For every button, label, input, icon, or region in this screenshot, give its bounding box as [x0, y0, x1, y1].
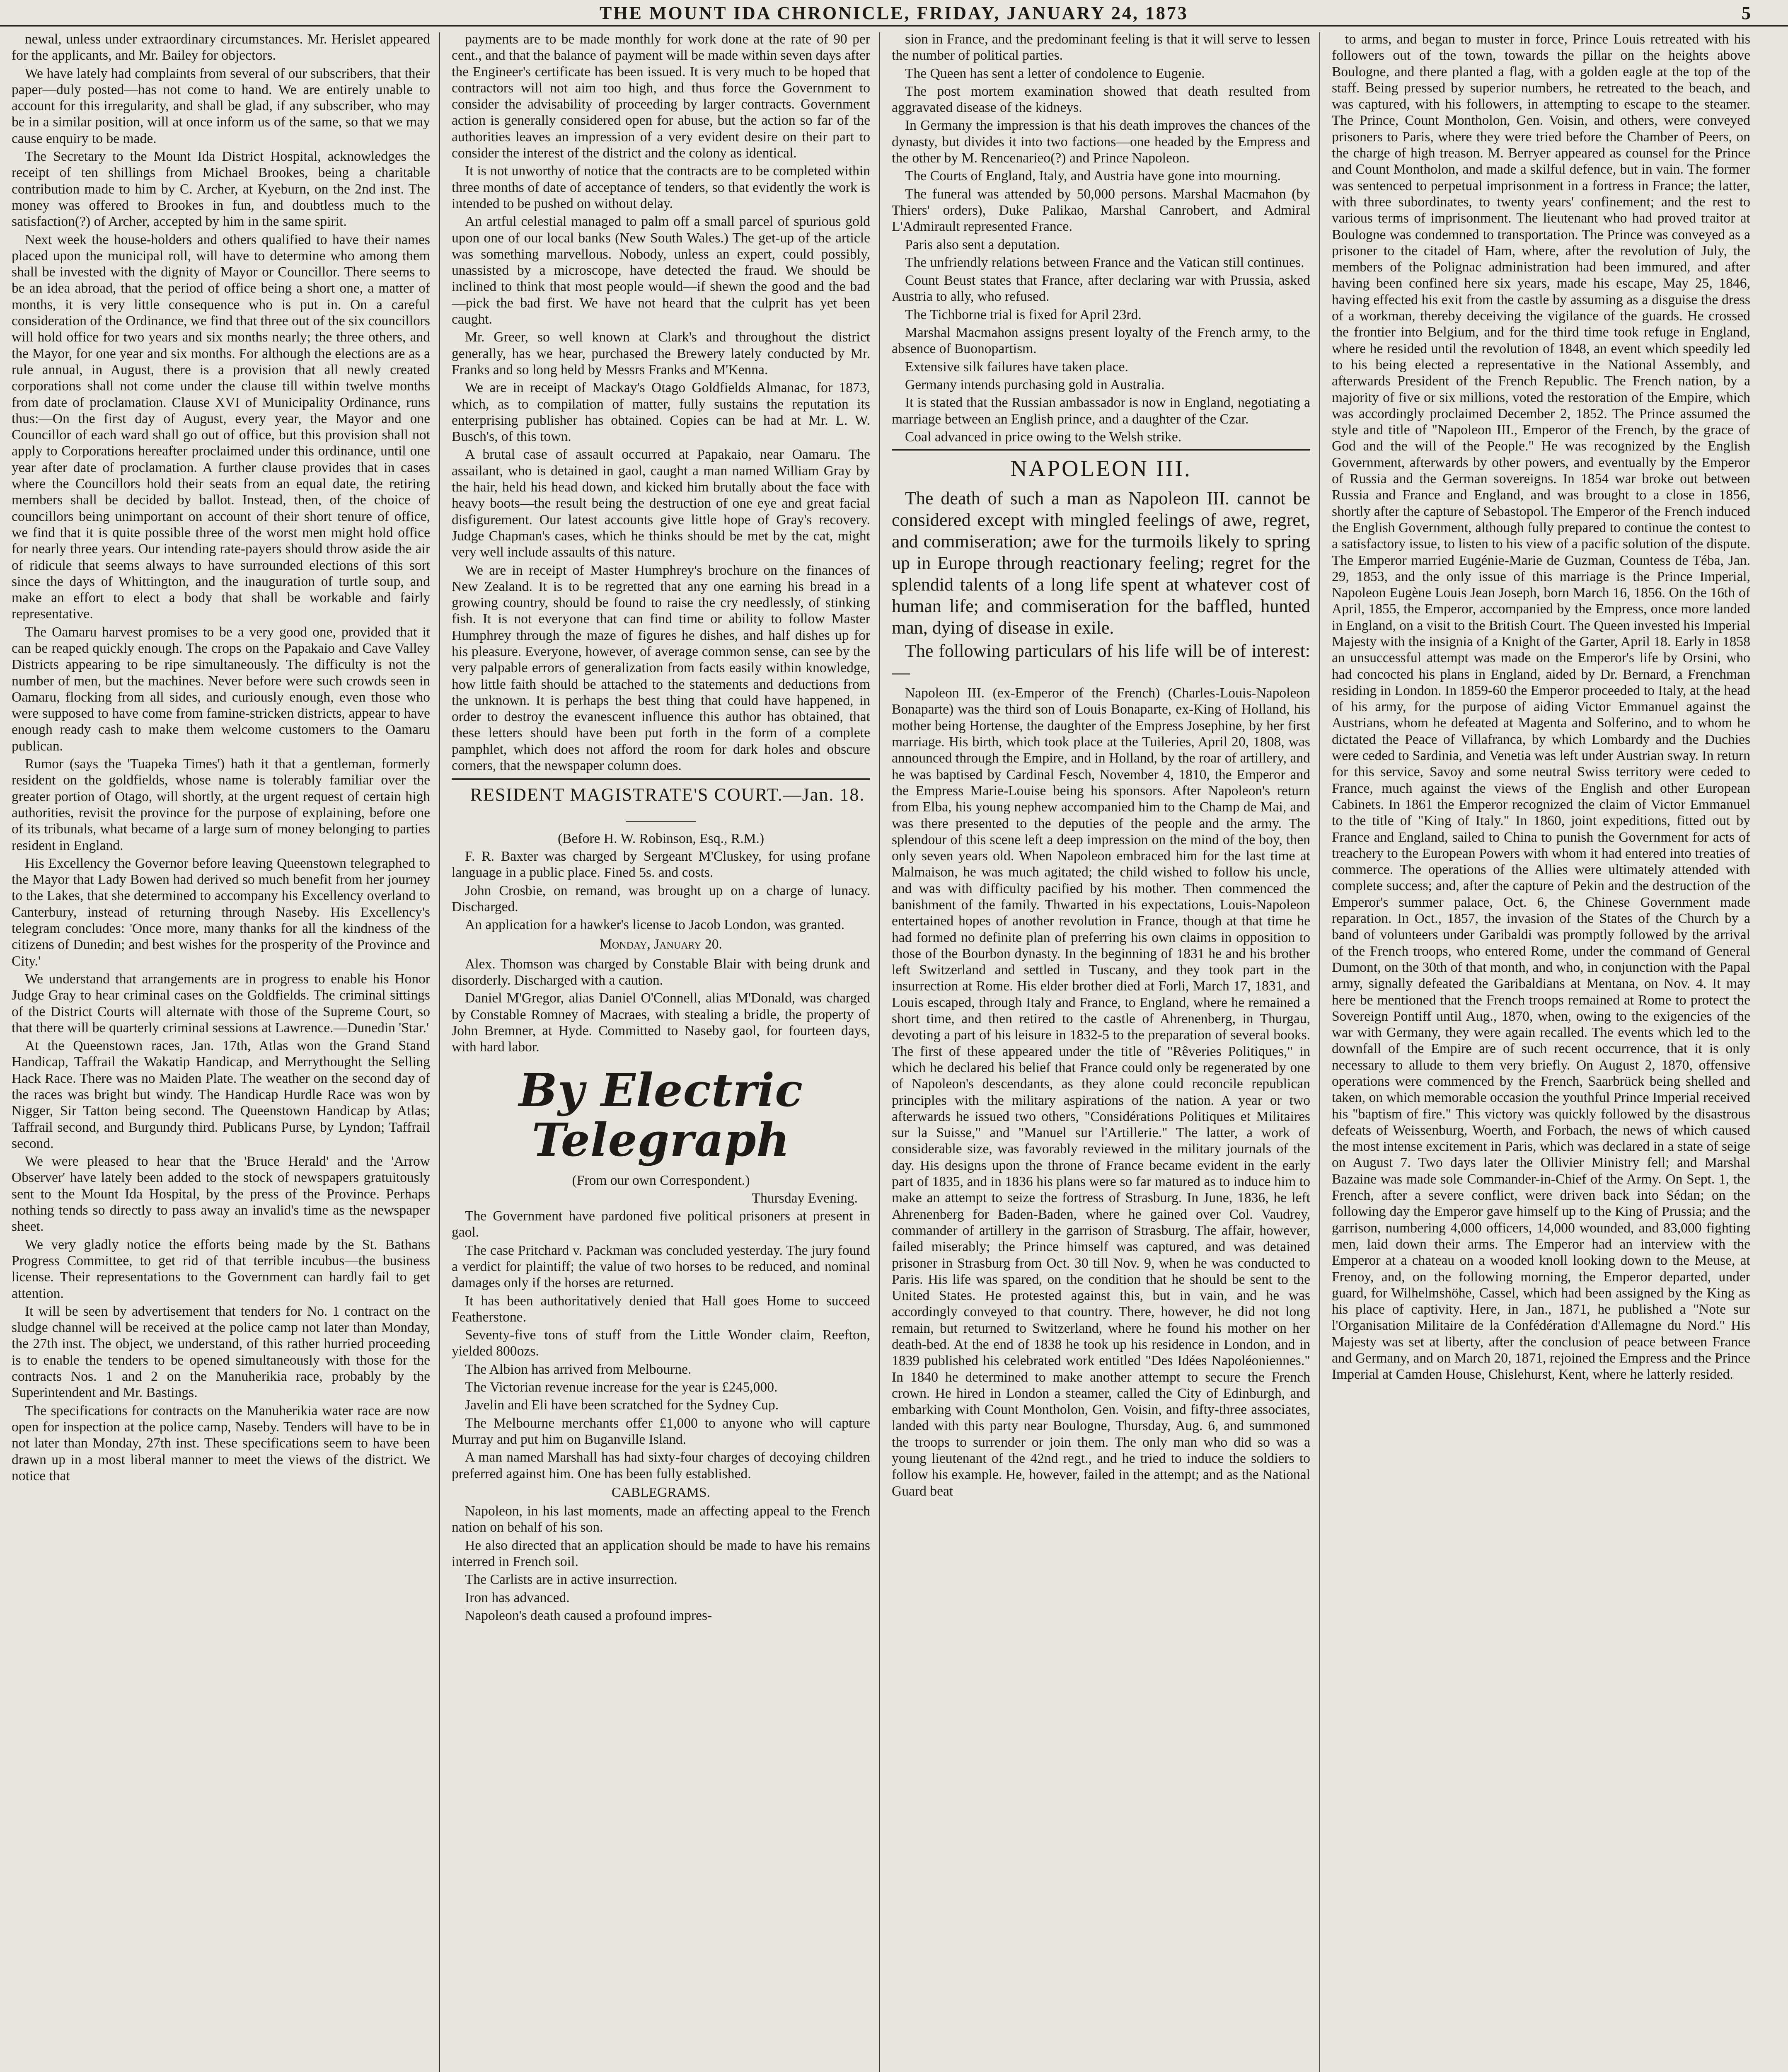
- paragraph: In Germany the impression is that his death improves the chances of the dynasty, but divides it into two factions—one headed by the Empress and the other by M. Rencenarieo(?) and Prince Napoleon.: [892, 118, 1310, 166]
- paragraph: An artful celestial managed to palm off a small parcel of spurious gold upon one of our local banks (New South Wales.) The get-up of the article was something marvellous. Nobody, unless an expert, could possibly, unassisted by a microscope, have detected the fraud. We should be inclined to think that most people would—if shewn the good and the bad—pick the bad first. We have not heard that the culprit has yet been caught.: [452, 214, 870, 327]
- paragraph: We were pleased to hear that the 'Bruce Herald' and the 'Arrow Observer' have lately been added to the stock of newspapers gratuitously sent to the Mount Ida Hospital, by the press of the Province. Perhaps nothing tends so directly to pass away an invalid's time as the newspaper sheet.: [12, 1154, 430, 1234]
- divider: [452, 810, 870, 826]
- paragraph: It will be seen by advertisement that tenders for No. 1 contract on the sludge channel will be received at the police camp not later than Monday, the 27th inst. The object, we understand, of this rather hurried proceeding is to enable the tenders to be opened simultaneously with those for the contracts Nos. 1 and 2 on the Manuherikia race, probably by the Superintendent and Mr. Bastings.: [12, 1303, 430, 1401]
- paragraph: Mr. Greer, so well known at Clark's and throughout the district generally, has we hear, purchased the Brewery lately conducted by Mr. Franks and so long held by Messrs Franks and M'Kenna.: [452, 329, 870, 378]
- paragraph: Seventy-five tons of stuff from the Little Wonder claim, Reefton, yielded 800ozs.: [452, 1327, 870, 1359]
- paragraph: The Oamaru harvest promises to be a very good one, provided that it can be reaped quickly enough. The crops on the Papakaio and Cave Valley Districts appearing to be ripe simultaneously. The difficulty is not the number of men, but the machines. Never before were such crowds seen in Oamaru, flocking from all sides, and curiously enough, even those who were supposed to have come from famine-stricken districts, appear to have enough ready cash to make them welcome customers to the Oamaru publican.: [12, 624, 430, 754]
- paragraph: sion in France, and the predominant feeling is that it will serve to lessen the number of political parties.: [892, 31, 1310, 63]
- court-heading: RESIDENT MAGISTRATE'S COURT.—Jan. 18.: [470, 784, 865, 805]
- paragraph: The Melbourne merchants offer £1,000 to anyone who will capture Murray and put him on Buganville Island.: [452, 1415, 870, 1447]
- paragraph: Alex. Thomson was charged by Constable Blair with being drunk and disorderly. Discharged with a caution.: [452, 956, 870, 988]
- telegraph-heading: By Electric Telegraph: [518, 1063, 803, 1167]
- telegraph-byline: (From our own Correspondent.): [572, 1172, 750, 1188]
- masthead: [0, 0, 1788, 27]
- paragraph: A brutal case of assault occurred at Papakaio, near Oamaru. The assailant, who is detained in gaol, caught a man named William Gray by the hair, held his head down, and kicked him brutally about the face with heavy boots—the result being the destruction of one eye and great facial disfigurement. Our latest accounts give little hope of Gray's recovery. Judge Chapman's cases, which he thinks should be met by the cat, might very well include assaults of this nature.: [452, 447, 870, 560]
- page-number: 5: [1742, 3, 1751, 23]
- telegraph-dateline: Thursday Evening.: [752, 1190, 858, 1206]
- paragraph: The case Pritchard v. Packman was concluded yesterday. The jury found a verdict for plaintiff; the value of two horses to be reduced, and nominal damages only if the horses are returned.: [452, 1242, 870, 1291]
- court-before: (Before H. W. Robinson, Esq., R.M.): [557, 830, 765, 846]
- local-news-continued: [452, 31, 870, 774]
- paragraph: Napoleon III. (ex-Emperor of the French) (Charles-Louis-Napoleon Bonaparte) was the third son of Louis Bonaparte, ex-King of Holland, his mother being Hortense, the daughter of the Empress Josephine, by her first marriage. His birth, which took place at the Tuileries, April 20, 1808, was announced through the Empire, and in Holland, by the roar of artillery, and he was baptised by Cardinal Fesch, November 4, 1810, the Emperor and the Empress Marie-Louise being his sponsors. After Napoleon's return from Elba, his young nephew accompanied him to the Champ de Mai, and was there presented to the deputies of the people and the army. The splendour of this scene left a deep impression on the mind of the boy, then only seven years old. When Napoleon embraced him for the last time at Malmaison, he was much agitated; the child wished to follow his uncle, and was with difficulty pacified by his mother. Then commenced the banishment of the family. Thwarted in his expectations, Louis-Napoleon entertained hopes of another revolution in France, though at that time he had formed no definite plan of preferring his own claims in opposition to those of the Bourbon dynasty. In the beginning of 1831 he and his brother left Switzerland and settled in Tuscany, and they took part in the insurrection at Rome. His elder brother died at Forli, March 17, 1831, and Louis escaped, through Italy and France, to England, where he remained a short time, and then retired to the castle of Ahrenenberg, in Thurgau, devoting a part of his leisure in 1832-5 to the preparation of several books. The first of these appeared under the title of "Rêveries Politiques," in which he declared his belief that France could only be regenerated by one of Napoleon's descendants, as they alone could reconcile republican principles with the military aspirations of the nation. A year or two afterwards he issued two others, "Considérations Politiques et Militaires sur la Suisse," and "Manuel sur l'Artillerie." The latter, a work of considerable size, was favorably reviewed in the military journals of the day. His designs upon the throne of France became evident in the early part of 1835, and in 1836 his plans were so far matured as to induce him to make an attempt to seize the fortress of Strasburg. In June, 1836, he left Ahrenenberg for Baden-Baden, where he gained over Col. Vaudrey, commander of artillery in the garrison of Strasburg. The affair, however, failed miserably; the Prince himself was captured, and was detained prisoner in Strasburg from Oct. 30 till Nov. 9, when he was conducted to Paris. His life was spared, on the condition that he should be sent to the United States. He protested against this, but in vain, and he was accordingly conveyed to that country. There, however, he did not long remain, but returned to Switzerland, where he found his mother on her death-bed. At the end of 1838 he took up his residence in London, and in 1839 published his celebrated work entitled "Des Idées Napoléoniennes." In 1840 he determined to make another attempt to secure the French crown. He hired in London a steamer, called the City of Edinburgh, and embarking with Count Montholon, Gen. Voisin, and fifty-three associates, landed with this party near Boulogne, Thursday, Aug. 6, and summoned the troops to surrender or join them. The only man who did so was a young lieutenant of the 42nd regt., and he tried to induce the soldiers to follow his example. He, however, failed in the attempt; and as the National Guard beat: [892, 685, 1310, 1499]
- paragraph: The Courts of England, Italy, and Austria have gone into mourning.: [905, 168, 1281, 184]
- paragraph: Iron has advanced.: [465, 1590, 570, 1605]
- paragraph: Count Beust states that France, after declaring war with Prussia, asked Austria to ally, who refused.: [892, 273, 1310, 305]
- napoleon-intro: [892, 488, 1310, 683]
- column-4: [1332, 31, 1750, 2072]
- section-divider: [892, 449, 1310, 451]
- paragraph: Paris also sent a deputation.: [905, 237, 1060, 252]
- column-1: [12, 31, 430, 2072]
- napoleon-heading: NAPOLEON III.: [1010, 456, 1192, 482]
- paragraph: Rumor (says the 'Tuapeka Times') hath it that a gentleman, formerly resident on the goldfields, whose name is tolerably familiar over the greater portion of Otago, will shortly, at the urgent request of certain high authorities, revisit the province for the purpose of explaining, before one of its tribunals, what became of a large sum of money belonging to parties resident in England.: [12, 756, 430, 853]
- column-rule: [439, 32, 440, 2072]
- paragraph: The Secretary to the Mount Ida District Hospital, acknowledges the receipt of ten shillings from Michael Brookes, being a charitable contribution made to him by C. Archer, at Kyeburn, on the 2nd inst. The money was offered to Brookes in fun, and doubtless much to the satisfaction(?) of Archer, accepted by him in the same spirit.: [12, 149, 430, 230]
- paragraph: Marshal Macmahon assigns present loyalty of the French army, to the absence of Buonopartism.: [892, 325, 1310, 357]
- paragraph: A man named Marshall has had sixty-four charges of decoying children preferred against him. One has been fully established.: [452, 1450, 870, 1481]
- telegraph-news: [452, 1208, 870, 1482]
- cablegrams: [452, 1503, 870, 1624]
- paragraph: Daniel M'Gregor, alias Daniel O'Connell, alias M'Donald, was charged by Constable Romney of Macraes, with stealing a bridle, the property of John Bremner, at Hyde. Committed to Naseby gaol, for fourteen days, with hard labor.: [452, 990, 870, 1055]
- paragraph: The following particulars of his life will be of interest:—: [892, 641, 1310, 683]
- paragraph: The death of such a man as Napoleon III. cannot be considered except with mingled feelings of awe, regret, and commiseration; awe for the turmoils likely to spring up in Europe through reactionary feeling; regret for the splendid talents of a long life spent at whatever cost of human life; and commiseration for the baffled, hunted man, dying of disease in exile.: [892, 488, 1310, 638]
- section-divider: [452, 778, 870, 780]
- paragraph: He also directed that an application should be made to have his remains interred in French soil.: [452, 1537, 870, 1570]
- paragraph: The Government have pardoned five political prisoners at present in gaol.: [452, 1208, 870, 1240]
- paragraph: The specifications for contracts on the Manuherikia water race are now open for inspection at the police camp, Naseby. Tenders will have to be in not later than Monday, 27th inst. These specifications seem to have been drawn up in a most liberal manner to meet the views of the district. We notice that: [12, 1403, 430, 1484]
- court-cases-monday: [452, 956, 870, 1055]
- column-rule: [1319, 32, 1320, 2072]
- column-3: [892, 31, 1310, 2072]
- paragraph: It is stated that the Russian ambassador is now in England, negotiating a marriage between an English prince, and a daughter of the Czar.: [892, 395, 1310, 427]
- paragraph: to arms, and began to muster in force, Prince Louis retreated with his followers out of the town, towards the pillar on the heights above Boulogne, and there planted a flag, with a golden eagle at the top of the staff. Being pressed by superior numbers, he retreated to the beach, and was captured, with his followers, in attempting to escape to the steamer. The Prince, Count Montholon, Gen. Voisin, and others, were conveyed prisoners to Paris, where they were tried before the Chamber of Peers, on the charge of high treason. M. Berryer appeared as counsel for the Prince and Count Montholon, and made a skilful defence, but in vain. The former was sentenced to perpetual imprisonment in a fortress in France; the latter, with three subordinates, to twenty years' confinement; and the rest to various terms of imprisonment. The lieutenant who had proved traitor at Boulogne was condemned to transportation. The Prince was conveyed as a prisoner to the citadel of Ham, where, after the revolution of July, the members of the Polignac administration had been immured, and after having been confined here six years, made his escape, May 25, 1846, having effected his exit from the castle by assuming as a disguise the dress of a workman, thereby deceiving the vigilance of the guards. He crossed the frontier into Belgium, and for the third time took refuge in England, where he resided until the revolution of 1848, an event which speedily led to his being elected a representative in the National Assembly, and afterwards President of the French Republic. The French nation, by a majority of five or six millions, voted the restoration of the Empire, which was accordingly proclaimed December 2, 1852. The Prince assumed the style and title of "Napoleon III., Emperor of the French, by the grace of God and the will of the People." He was recognized by the English Government, afterwards by other powers, and eventually by the Emperor of Russia and the German sovereigns. In 1854 war broke out between Russia and France and England, and was brought to a close in 1856, shortly after the capture of Sebastopol. The Emperor of the French induced the English Government, although fully prepared to continue the contest to a satisfactory issue, to listen to his view of a pacific solution of the dispute. The Emperor married Eugénie-Marie de Guzman, Countess de Téba, Jan. 29, 1853, and the only issue of this marriage is the Prince Imperial, Napoleon Eugène Louis Jean Joseph, born March 16, 1856. On the 16th of April, 1855, the Emperor, accompanied by the Empress, once more landed in England, on a visit to the British Court. The Queen invested his Imperial Majesty with the insignia of a Knight of the Garter, April 18. Early in 1858 an unsuccessful attempt was made on the Emperor's life by Orsini, who had concocted his plans in England, aided by Dr. Bernard, a Frenchman residing in London. In 1859-60 the Emperor proceeded to Italy, at the head of his army, for the purpose of aiding Victor Emmanuel against the Austrians, whom he defeated at Magenta and Solferino, and to whom he dictated the Peace of Villafranca, by which Lombardy and the Duchies were ceded to Sardinia, and Venetia was left under Austrian sway. In return for this service, Savoy and some neutral Swiss territory were ceded to France, much against the views of the English and other European Cabinets. In 1861 the Emperor recognized the claim of Victor Emmanuel to the title of "King of Italy." In 1860, joint expeditions, fitted out by France and England, sailed to China to punish the Government for acts of treachery to the European Powers with whom it had entered into treaties of commerce. The operations of the Allies were ultimately attended with complete success; and, after the capture of Pekin and the destruction of the Emperor's summer palace, Oct. 6, the Chinese Government made reparation. In Oct., 1857, the invasion of the States of the Church by a band of volunteers under Garibaldi was promptly followed by the arrival of the French troops, who entered Rome, under the command of General Dumont, on the 30th of that month, and who, in conjunction with the Papal army, signally defeated the Garibaldians at Mentana, on Nov. 4. It may here be mentioned that the French troops remained at Rome to protect the Sovereign Pontiff until Aug., 1870, when, owing to the exigencies of the war with Germany, they were again recalled. The events which led to the downfall of the Empire are of such recent occurrence, that it is only necessary to allude to them very briefly. On August 2, 1870, offensive operations were commenced by the French, Saarbrück being shelled and taken, on which memorable occasion the youthful Prince Imperial received his "baptism of fire." This victory was quickly followed by the disastrous defeats of Weissenburg, Woerth, and Forbach, the news of which caused the most intense excitement in Paris, which was declared in a state of seige on August 7. Two days later the Ollivier Ministry fell; and Marshal Bazaine was made sole Commander-in-Chief of the Army. On Sept. 1, the French, after a severe conflict, were driven back into Sédan; on the following day the Emperor gave himself up to the King of Prussia; and the garrison, numbering 4,000 officers, 14,000 wounded, and 83,000 fighting men, laid down their arms. The Emperor had an interview with the Emperor at a chateau on a wooded knoll looking down to the Meuse, at Frenoy, and, on the following morning, the Emperor departed, under guard, for Wilhelmshöhe, Cassel, which had been assigned by the King as his place of captivity. Here, in Jan., 1871, he published a "Note sur l'Organisation Militaire de la Confédération d'Allemagne du Nord." His Majesty was set at liberty, after the conclusion of peace between France and Germany, and on March 20, 1871, rejoined the Empress and the Prince Imperial at Camden House, Chislehurst, Kent, where he latterly resided.: [1332, 31, 1750, 1382]
- paragraph: The Carlists are in active insurrection.: [465, 1572, 677, 1588]
- paragraph: The unfriendly relations between France and the Vatican still continues.: [905, 254, 1304, 270]
- court-date: Monday, January 20.: [600, 937, 722, 952]
- paragraph: The Tichborne trial is fixed for April 23rd.: [905, 307, 1142, 322]
- napoleon-biography: [892, 685, 1310, 1499]
- cablegrams-continued: [892, 31, 1310, 445]
- paragraph: We very gladly notice the efforts being made by the St. Bathans Progress Committee, to get rid of that terrible incubus—the business license. Their representations to the Government can hardly fail to get attention.: [12, 1237, 430, 1301]
- paragraph: We are in receipt of Master Humphrey's brochure on the finances of New Zealand. It is to be regretted that any one earning his bread in a growing country, should be found to raise the cry needlessly, of stinking fish. It is not everyone that can find time or ability to follow Master Humphrey through the maze of figures he dishes, and half dishes up for his pleasure. Everyone, however, of average common sense, can see by the very palpable errors of generalization from facts easily within knowledge, how little faith should be attached to the statements and deductions from the unknown. It is perhaps the best thing that could have happened, in order to destroy the evanescent influence this author has obtained, that these letters should have been put forth in the form of a complete pamphlet, which does not afford the room for dark holes and obscure corners, that the newspaper column does.: [452, 562, 870, 774]
- paragraph: John Crosbie, on remand, was brought up on a charge of lunacy. Discharged.: [452, 883, 870, 915]
- paragraph: newal, unless under extraordinary circumstances. Mr. Herislet appeared for the applicants, and Mr. Bailey for objectors.: [12, 31, 430, 63]
- paragraph: It is not unworthy of notice that the contracts are to be completed within three months of date of acceptance of tenders, so that evidently the work is intended to be pushed on without delay.: [452, 163, 870, 211]
- column-rule: [879, 32, 880, 2072]
- paragraph: The post mortem examination showed that death resulted from aggravated disease of the kidneys.: [892, 83, 1310, 116]
- masthead-title: THE MOUNT IDA CHRONICLE, FRIDAY, JANUARY 24, 1873: [600, 3, 1188, 23]
- column-2: [452, 31, 870, 2072]
- paragraph: Next week the house-holders and others qualified to have their names placed upon the municipal roll, will have to determine who among them shall be invested with the dignity of Mayor or Councillor. There seems to be an idea abroad, that the period of office being a short one, a matter of months, it is very little consequence who is put in. On a careful consideration of the Ordinance, we find that three out of the six councillors will hold office for two years and six months nearly; the three others, and the Mayor, for one year and six months. For although the elections are as a rule annual, in August, there is a provision that all newly created corporations shall not come under the clause till within twelve months from date of proclamation. Clause XVI of Municipality Ordinance, runs thus:—On the first day of August, every year, the Mayor and one Councillor of each ward shall go out of office, but this provision shall not apply to Corporations hereafter proclaimed under this ordinance, until one year after date of proclamation. A further clause provides that in cases where the Councillors hold their seats from an equal date, the retiring members shall be decided by ballot. Instead, then, of the choice of councillors being unimportant on account of their short tenure of office, we find that it is quite possible three of the worst men might hold office for nearly three years. Our intending rate-payers should throw aside the air of ridicule that seems always to have surrounded elections of this sort since the days of Whittington, and the inauguration of turtle soup, and make an effort to elect a body that shall be workable and fairly representative.: [12, 232, 430, 622]
- paragraph: We are in receipt of Mackay's Otago Goldfields Almanac, for 1873, which, as to compilation of matter, fully sustains the reputation its enterprising publisher has obtained. Copies can be had at Mr. L. W. Busch's, of this town.: [452, 380, 870, 445]
- paragraph: The Victorian revenue increase for the year is £245,000.: [465, 1380, 778, 1395]
- local-news: [12, 31, 430, 1484]
- paragraph: We have lately had complaints from several of our subscribers, that their paper—duly posted—has not come to hand. We are entirely unable to account for this irregularity, and shall be glad, if any subscriber, who may be in a similar position, will at once inform us of the same, so that we may cause enquiry to be made.: [12, 65, 430, 146]
- paragraph: Napoleon's death caused a profound impres-: [465, 1607, 712, 1623]
- paragraph: We understand that arrangements are in progress to enable his Honor Judge Gray to hear criminal cases on the Goldfields. The criminal sittings of the District Courts will alternate with those of the Supreme Court, so that there will be quarterly criminal sessions at Lawrence.—Dunedin 'Star.': [12, 971, 430, 1036]
- paragraph: Napoleon, in his last moments, made an affecting appeal to the French nation on behalf of his son.: [452, 1503, 870, 1535]
- paragraph: It has been authoritatively denied that Hall goes Home to succeed Featherstone.: [452, 1293, 870, 1325]
- paragraph: Extensive silk failures have taken place.: [905, 359, 1128, 375]
- paragraph: An application for a hawker's license to Jacob London, was granted.: [465, 917, 845, 933]
- paragraph: payments are to be made monthly for work done at the rate of 90 per cent., and that the balance of payment will be made within seven days after the Engineer's certificate has been issued. It is very much to be hoped that contractors will not aim too high, and thus force the Government to consider the advisability of proceeding by larger contracts. Government action is generally considered open for abuse, but the action so far of the authorities leaves an impression of a very evident desire on their part to consider the interest of the district and the colony as identical.: [452, 31, 870, 161]
- paragraph: At the Queenstown races, Jan. 17th, Atlas won the Grand Stand Handicap, Taffrail the Wakatip Handicap, and Merrythought the Selling Hack Race. There was no Maiden Plate. The weather on the second day of the races was bright but windy. The Handicap Hurdle Race was won by Nigger, Sir Tatton being second. The Queenstown Handicap by Atlas; Taffrail second, and Burgundy third. Publicans Purse, by Lyndon; Taffrail second.: [12, 1038, 430, 1151]
- paragraph: The Albion has arrived from Melbourne.: [465, 1361, 692, 1377]
- paragraph: Javelin and Eli have been scratched for the Sydney Cup.: [465, 1397, 779, 1413]
- paragraph: F. R. Baxter was charged by Sergeant M'Cluskey, for using profane language in a public place. Fined 5s. and costs.: [452, 848, 870, 881]
- cablegrams-heading: CABLEGRAMS.: [612, 1484, 710, 1500]
- paragraph: His Excellency the Governor before leaving Queenstown telegraphed to the Mayor that Lady Bowen had derived so much benefit from her journey to the Lakes, that she determined to accompany his Excellency overland to Canterbury, instead of returning through Naseby. His Excellency's telegram concludes: 'Once more, many thanks for all the kindness of the citizens of Dunedin; and best wishes for the prosperity of the Province and City.': [12, 855, 430, 969]
- paragraph: Germany intends purchasing gold in Australia.: [905, 377, 1165, 392]
- paragraph: The Queen has sent a letter of condolence to Eugenie.: [905, 65, 1205, 81]
- paragraph: The funeral was attended by 50,000 persons. Marshal Macmahon (by Thiers' orders), Duke Palikao, Marshal Canrobert, and Admiral L'Admirault represented France.: [892, 186, 1310, 235]
- court-cases: [452, 848, 870, 933]
- napoleon-biography-continued: [1332, 31, 1750, 1383]
- paragraph: Coal advanced in price owing to the Welsh strike.: [905, 429, 1182, 445]
